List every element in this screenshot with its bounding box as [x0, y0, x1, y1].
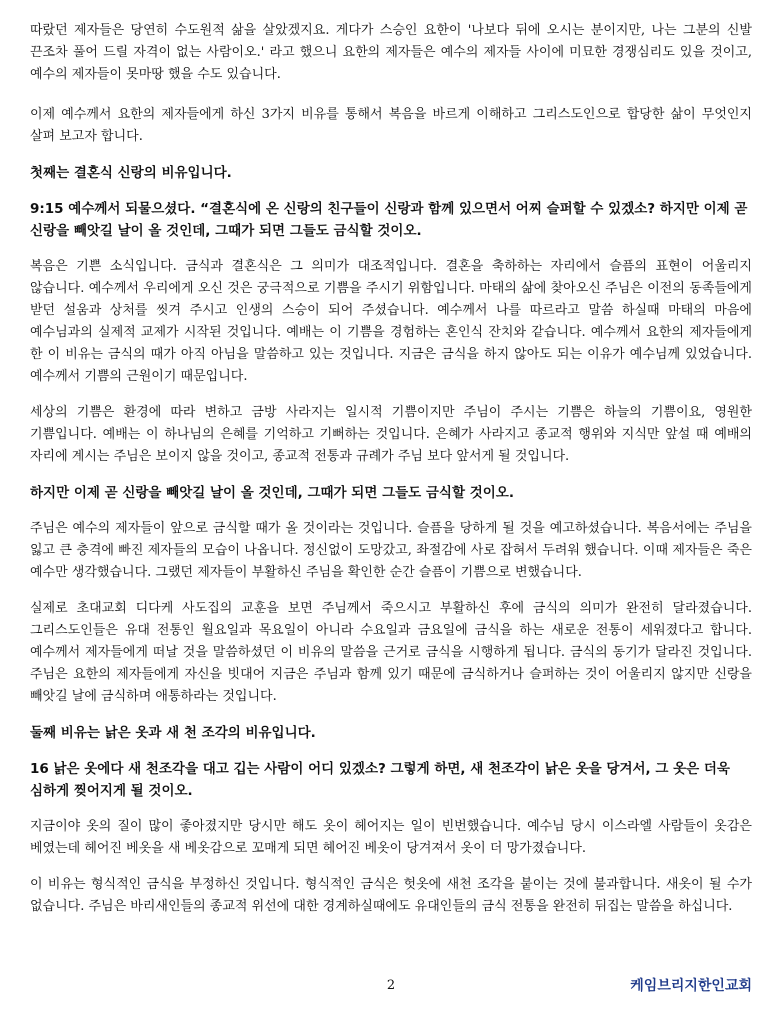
- section-heading: 하지만 이제 곧 신랑을 빼앗길 날이 올 것인데, 그때가 되면 그들도 금식할 것이오.: [30, 485, 514, 501]
- page-number: 2: [386, 978, 396, 993]
- body-paragraph: 실제로 초대교회 디다케 사도집의 교훈을 보면 주님께서 죽으시고 부활하신 후에 금식의 의미가 완전히 달라졌습니다. 그리스도인들은 유대 전통인 월요일과 목요일이 아니라 수요일과 금요일에 금식을 하는 새로운 전통이 세워졌다고 합니다. 예수께서 제자들에게 떠날 것을 말씀하셨던 이 비유의 말씀을 근거로 금식을 시행하게 됩니다. 금식의 동기가 달라진 것입니다. 주님은 요한의 제자들에게 자신을 빗대어 지금은 주님과 함께 있기 때문에 금식하거나 슬퍼하는 것이 어울리지 않지만 신랑을 빼앗길 날에 금식하며 애통하라는 것입니다.: [30, 601, 752, 704]
- scripture-verse: 9:15 예수께서 되물으셨다. “결혼식에 온 신랑의 친구들이 신랑과 함께 있으면서 어찌 슬퍼할 수 있겠소? 하지만 이제 곧 신랑을 빼앗길 날이 올 것인데, 그때가 되면 그들도 금식할 것이오.: [30, 201, 748, 239]
- body-paragraph: 지금이야 옷의 질이 많이 좋아졌지만 당시만 해도 옷이 헤어지는 일이 빈번했습니다. 예수님 당시 이스라엘 사람들이 옷감은 베였는데 헤어진 베옷을 새 베옷감으로 꼬매게 되면 헤어진 베옷이 당겨져서 옷이 더 망가졌습니다.: [30, 819, 752, 856]
- scripture-verse: 16 낡은 옷에다 새 천조각을 대고 깁는 사람이 어디 있겠소? 그렇게 하면, 새 천조각이 낡은 옷을 당겨서, 그 옷은 더욱 심하게 찢어지게 될 것이오.: [30, 761, 730, 799]
- body-paragraph: 복음은 기쁜 소식입니다. 금식과 결혼식은 그 의미가 대조적입니다. 결혼을 축하하는 자리에서 슬픔의 표현이 어울리지 않습니다. 예수께서 우리에게 오신 것은 궁극적으로 기쁨을 주시기 위함입니다. 마태의 삶에 찾아오신 주님은 이전의 동족들에게 받던 설움과 상처를 씻겨 주시고 인생의 스승이 되어 주셨습니다. 예수께서 나를 따르라고 말씀 하실때 마태의 마음에 예수님과의 실제적 교제가 시작된 것입니다. 예배는 이 기쁨을 경험하는 혼인식 잔치와 같습니다. 예수께서 요한의 제자들에게 한 이 비유는 금식의 때가 아직 아님을 말씀하고 있는 것입니다. 지금은 금식을 하지 않아도 되는 이유가 예수님께 있었습니다. 예수께서 기쁨의 근원이기 때문입니다.: [30, 259, 752, 384]
- page-footer: [30, 976, 752, 1000]
- church-name: 케임브리지한인교회: [630, 978, 752, 994]
- section-heading: 둘째 비유는 낡은 옷과 새 천 조각의 비유입니다.: [30, 725, 316, 741]
- body-paragraph: 세상의 기쁨은 환경에 따라 변하고 금방 사라지는 일시적 기쁨이지만 주님이 주시는 기쁨은 하늘의 기쁨이요, 영원한 기쁨입니다. 예배는 이 하나님의 은혜를 기억하고 기뻐하는 것입니다. 은혜가 사라지고 종교적 행위와 지식만 앞설 때 예배의 자리에 계시는 주님은 보이지 않을 것이고, 종교적 전통과 규례가 주님 보다 앞서게 될 것입니다.: [30, 405, 752, 464]
- body-paragraph: 주님은 예수의 제자들이 앞으로 금식할 때가 올 것이라는 것입니다. 슬픔을 당하게 될 것을 예고하셨습니다. 복음서에는 주님을 잃고 큰 충격에 빠진 제자들의 모습이 나옵니다. 정신없이 도망갔고, 좌절감에 사로 잡혀서 두려워 했습니다. 이때 제자들은 죽은 예수만 생각했습니다. 그랬던 제자들이 부활하신 주님을 확인한 순간 슬픔이 기쁨으로 변했습니다.: [30, 521, 752, 580]
- body-paragraph: 이제 예수께서 요한의 제자들에게 하신 3가지 비유를 통해서 복음을 바르게 이해하고 그리스도인으로 합당한 삶이 무엇인지 살펴 보고자 합니다.: [30, 107, 752, 144]
- body-paragraph: 따랐던 제자들은 당연히 수도원적 삶을 살았겠지요. 게다가 스승인 요한이 '나보다 뒤에 오시는 분이지만, 나는 그분의 신발 끈조차 풀어 드릴 자격이 없는 사람이오.' 라고 했으니 요한의 제자들은 예수의 제자들 사이에 미묘한 경쟁심리도 있을 것이고, 예수의 제자들이 못마땅 했을 수도 있습니다.: [30, 23, 752, 82]
- body-paragraph: 이 비유는 형식적인 금식을 부정하신 것입니다. 형식적인 금식은 헛옷에 새천 조각을 붙이는 것에 불과합니다. 새옷이 될 수가 없습니다. 주님은 바리새인들의 종교적 위선에 대한 경계하실때에도 유대인들의 금식 전통을 완전히 뒤집는 말씀을 하십니다.: [30, 877, 752, 914]
- section-heading: 첫째는 결혼식 신랑의 비유입니다.: [30, 165, 232, 181]
